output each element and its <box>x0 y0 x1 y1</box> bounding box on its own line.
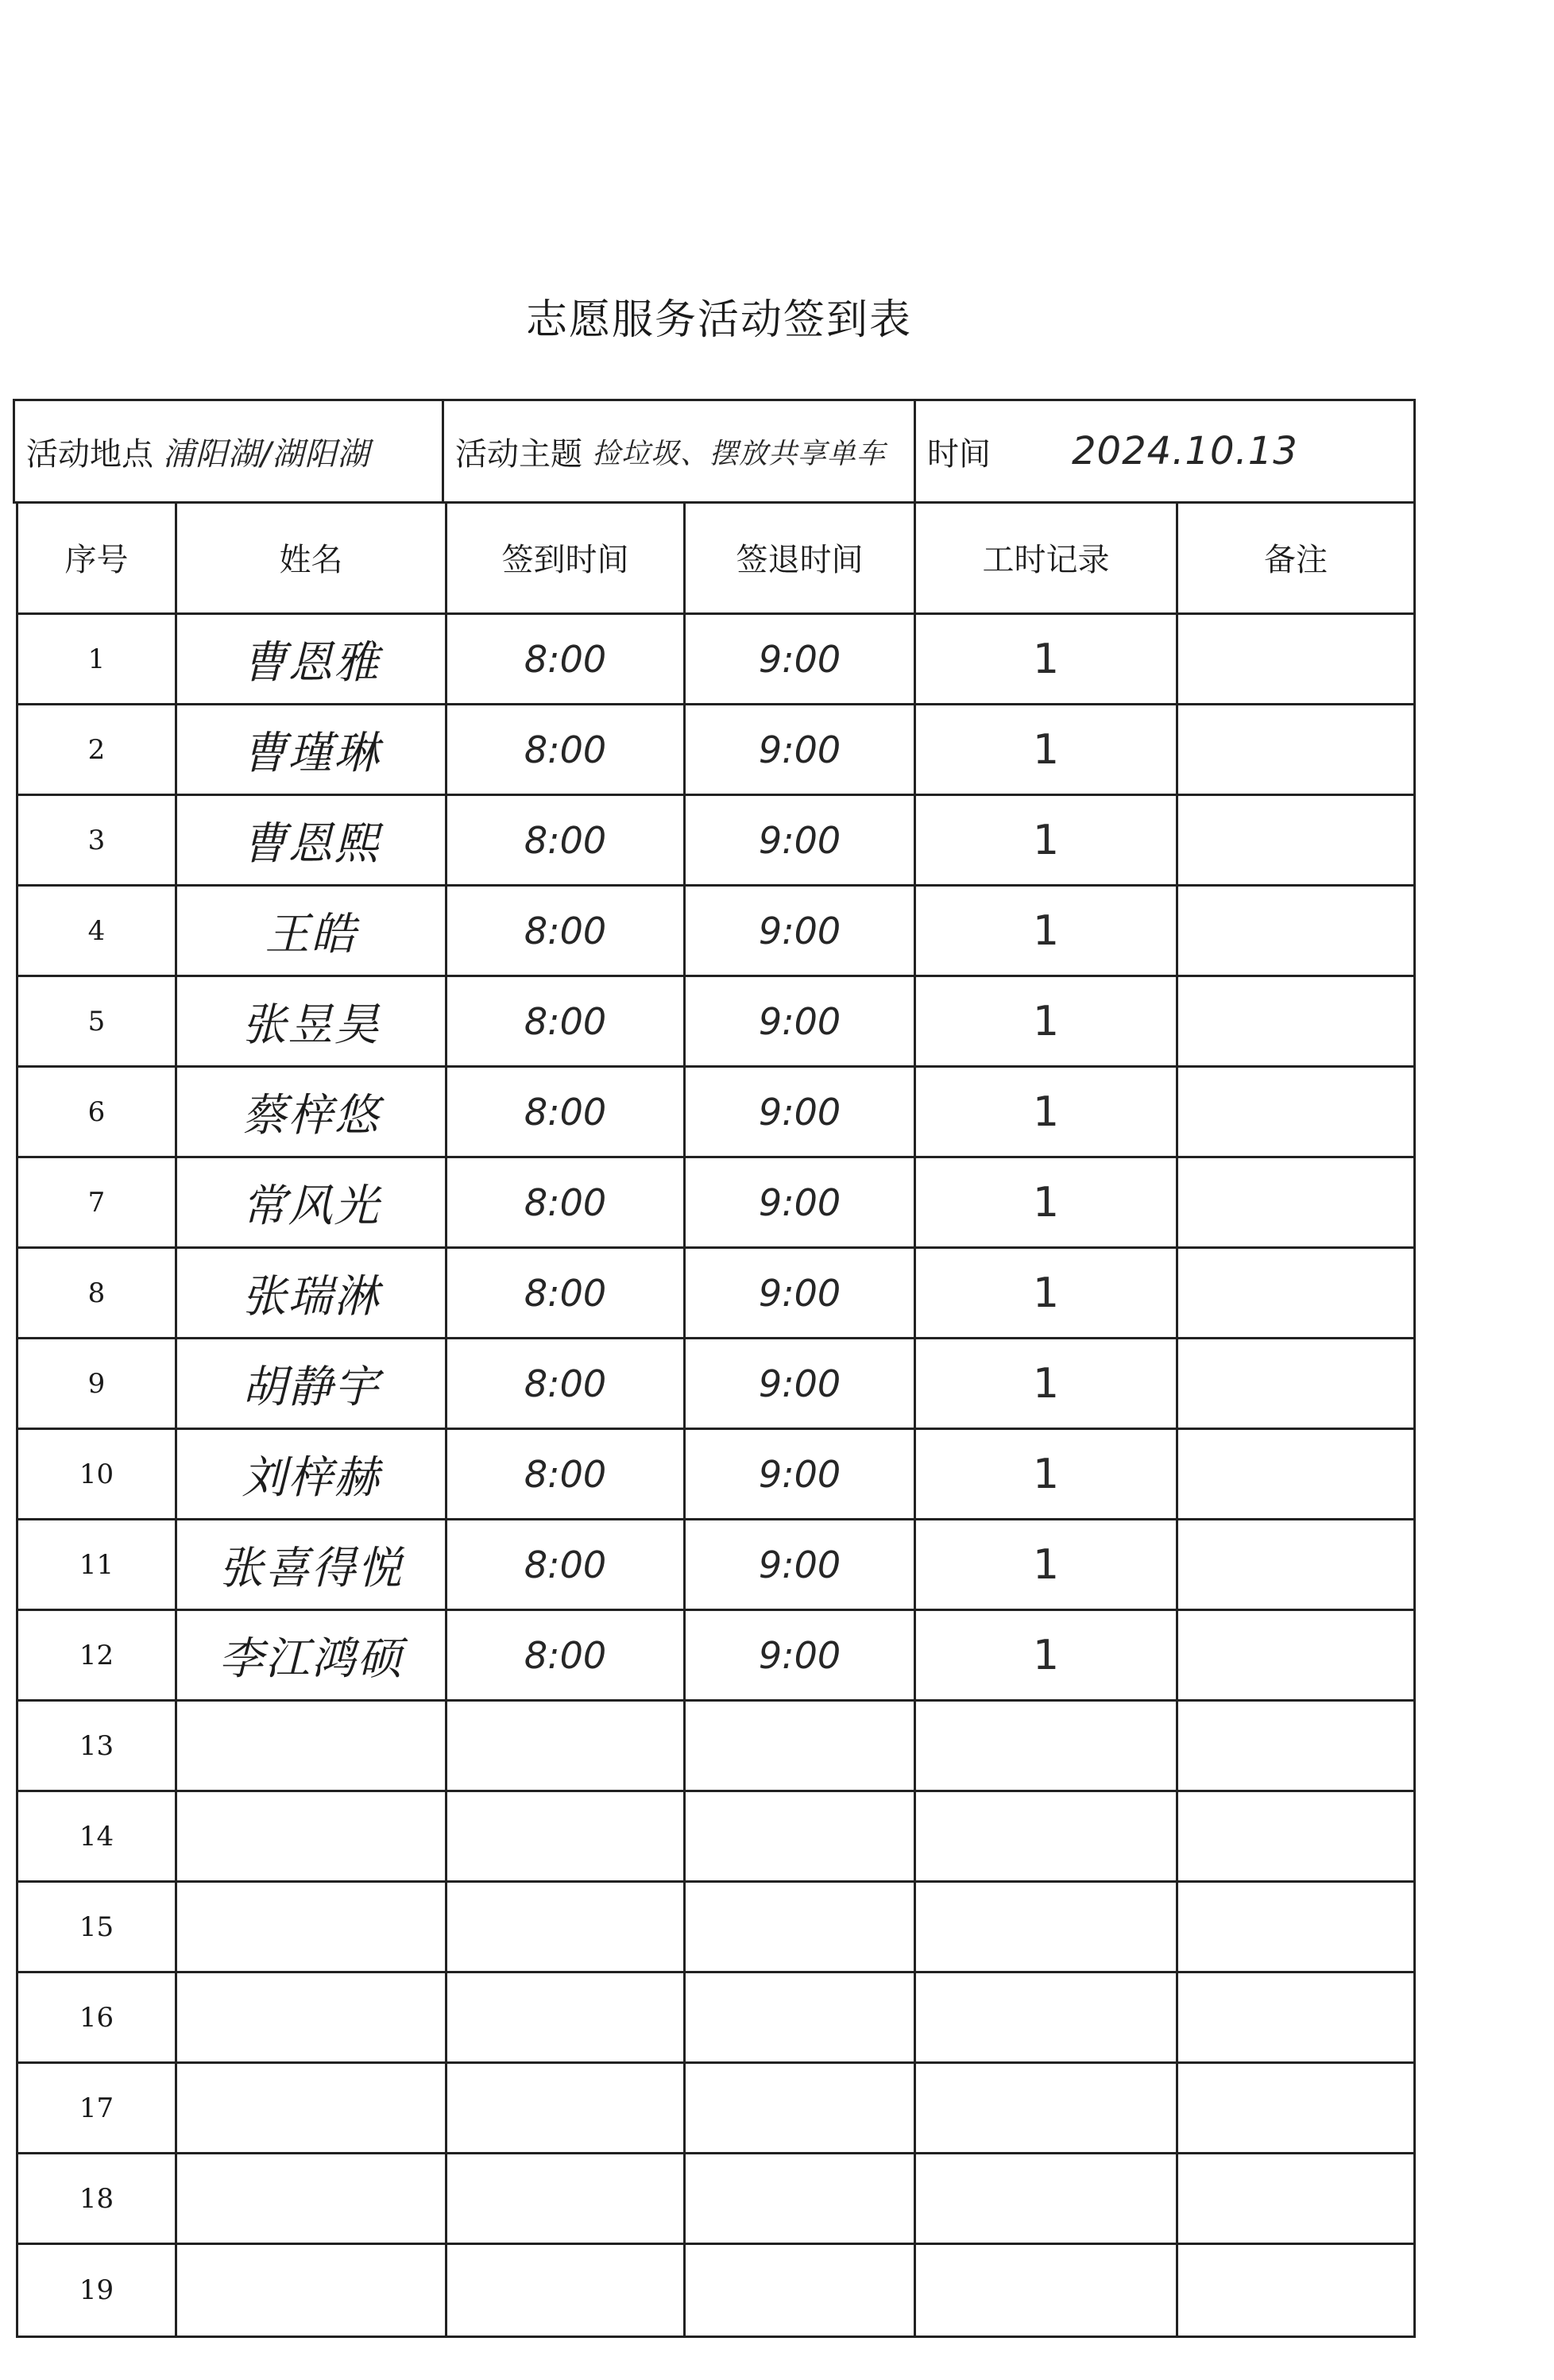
hours-cell: 1 <box>916 1158 1178 1246</box>
row-number: 13 <box>18 1702 177 1790</box>
name-cell: 曹瑾琳 <box>177 705 447 794</box>
row-number: 18 <box>18 2154 177 2243</box>
sign-in-time-cell <box>447 1883 686 1971</box>
name-cell: 胡静宇 <box>177 1339 447 1428</box>
name-cell <box>177 2245 447 2336</box>
row-number: 2 <box>18 705 177 794</box>
hours-cell <box>916 1883 1178 1971</box>
sign-out-time-cell: 9:00 <box>686 1158 916 1246</box>
sign-out-time-cell: 9:00 <box>686 705 916 794</box>
hours-cell: 1 <box>916 705 1178 794</box>
name-cell <box>177 1792 447 1880</box>
sign-in-time-cell <box>447 1792 686 1880</box>
table-row <box>18 1611 1413 1702</box>
row-number: 3 <box>18 796 177 884</box>
column-header-sign-out-time: 签退时间 <box>686 502 916 612</box>
table-row <box>18 1883 1413 1973</box>
row-number: 17 <box>18 2064 177 2152</box>
sign-in-time-cell <box>447 1973 686 2061</box>
sign-in-time-cell: 8:00 <box>447 796 686 884</box>
hours-cell: 1 <box>916 1520 1178 1609</box>
hours-cell <box>916 2064 1178 2152</box>
remarks-cell <box>1178 1068 1413 1156</box>
remarks-cell <box>1178 887 1413 975</box>
table-row <box>18 1158 1413 1249</box>
name-cell <box>177 1973 447 2061</box>
name-cell: 曹恩熙 <box>177 796 447 884</box>
sign-out-time-cell <box>686 1883 916 1971</box>
column-header-sign-in-time: 签到时间 <box>447 502 686 612</box>
remarks-cell <box>1178 1611 1413 1699</box>
sign-in-time-cell <box>447 1702 686 1790</box>
table-row <box>18 1520 1413 1611</box>
row-number: 15 <box>18 1883 177 1971</box>
name-cell: 常风光 <box>177 1158 447 1246</box>
table-row <box>18 796 1413 887</box>
column-header-remarks: 备注 <box>1264 542 1328 578</box>
row-number: 5 <box>18 977 177 1065</box>
column-header-number: 序号 <box>18 502 177 612</box>
row-number: 7 <box>18 1158 177 1246</box>
name-cell <box>177 1702 447 1790</box>
hours-cell: 1 <box>916 887 1178 975</box>
name-cell: 王皓 <box>177 887 447 975</box>
row-number: 1 <box>18 615 177 703</box>
hours-cell <box>916 1973 1178 2061</box>
table-header-row <box>18 502 1413 615</box>
remarks-cell <box>1178 977 1413 1065</box>
hours-cell <box>916 1792 1178 1880</box>
sign-in-time-cell <box>447 2154 686 2243</box>
attendance-table <box>16 502 1416 2338</box>
remarks-cell <box>1178 1883 1413 1971</box>
remarks-cell <box>1178 1973 1413 2061</box>
hours-cell <box>916 2245 1178 2336</box>
table-row <box>18 1702 1413 1792</box>
table-row <box>18 1339 1413 1430</box>
hours-cell: 1 <box>916 1068 1178 1156</box>
name-cell: 张喜得悦 <box>177 1520 447 1609</box>
sign-out-time-cell <box>686 2245 916 2336</box>
remarks-cell <box>1178 1520 1413 1609</box>
name-cell: 张瑞淋 <box>177 1249 447 1337</box>
sign-in-time-cell: 8:00 <box>447 1520 686 1609</box>
sign-out-time-cell <box>686 1973 916 2061</box>
sign-out-time-cell: 9:00 <box>686 1611 916 1699</box>
location-cell <box>15 401 444 501</box>
hours-cell: 1 <box>916 1611 1178 1699</box>
row-number: 8 <box>18 1249 177 1337</box>
row-number: 19 <box>18 2245 177 2336</box>
sign-out-time-cell: 9:00 <box>686 1520 916 1609</box>
sign-out-time-cell: 9:00 <box>686 1339 916 1428</box>
date-value: 2024.10.13 <box>1072 429 1298 473</box>
table-row <box>18 1068 1413 1158</box>
page-title: 志愿服务活动签到表 <box>525 296 912 344</box>
name-cell: 张昱昊 <box>177 977 447 1065</box>
sign-out-time-cell: 9:00 <box>686 977 916 1065</box>
table-row <box>18 2064 1413 2154</box>
date-label: 时间 <box>927 435 991 473</box>
sign-in-time-cell <box>447 2245 686 2336</box>
sign-in-time-cell: 8:00 <box>447 705 686 794</box>
remarks-cell <box>1178 1158 1413 1246</box>
row-number: 11 <box>18 1520 177 1609</box>
table-row <box>18 705 1413 796</box>
sign-out-time-cell: 9:00 <box>686 887 916 975</box>
row-number: 6 <box>18 1068 177 1156</box>
remarks-cell <box>1178 1792 1413 1880</box>
hours-cell <box>916 1702 1178 1790</box>
remarks-cell <box>1178 1339 1413 1428</box>
sign-out-time-cell: 9:00 <box>686 1068 916 1156</box>
sign-out-time-cell: 9:00 <box>686 1249 916 1337</box>
sign-out-time-cell <box>686 2154 916 2243</box>
sign-in-time-cell: 8:00 <box>447 1430 686 1518</box>
sign-in-time-cell: 8:00 <box>447 1339 686 1428</box>
sign-in-time-cell: 8:00 <box>447 1611 686 1699</box>
row-number: 10 <box>18 1430 177 1518</box>
sign-in-time-cell: 8:00 <box>447 615 686 703</box>
name-cell <box>177 1883 447 1971</box>
name-cell <box>177 2154 447 2243</box>
row-number: 4 <box>18 887 177 975</box>
remarks-cell <box>1178 615 1413 703</box>
row-number: 14 <box>18 1792 177 1880</box>
sign-in-time-cell: 8:00 <box>447 1158 686 1246</box>
remarks-cell <box>1178 796 1413 884</box>
remarks-cell <box>1178 705 1413 794</box>
theme-value: 捡垃圾、摆放共享单车 <box>592 437 887 470</box>
location-value: 浦阳湖/湖阳湖 <box>163 435 370 473</box>
hours-cell: 1 <box>916 615 1178 703</box>
remarks-cell <box>1178 1702 1413 1790</box>
table-row <box>18 2154 1413 2245</box>
name-cell: 曹恩雅 <box>177 615 447 703</box>
table-row <box>18 1973 1413 2064</box>
theme-cell <box>444 401 916 501</box>
sign-out-time-cell: 9:00 <box>686 796 916 884</box>
hours-cell: 1 <box>916 1339 1178 1428</box>
name-cell: 蔡梓悠 <box>177 1068 447 1156</box>
column-header-hours-record: 工时记录 <box>916 502 1178 612</box>
sign-out-time-cell <box>686 1702 916 1790</box>
sign-in-time-cell: 8:00 <box>447 977 686 1065</box>
remarks-cell <box>1178 2154 1413 2243</box>
sign-in-time-cell: 8:00 <box>447 1249 686 1337</box>
location-label: 活动地点 <box>26 435 153 473</box>
hours-cell: 1 <box>916 796 1178 884</box>
remarks-cell <box>1178 1430 1413 1518</box>
table-row <box>18 1430 1413 1520</box>
row-number: 16 <box>18 1973 177 2061</box>
remarks-cell <box>1178 2245 1413 2336</box>
name-cell: 李江鸿硕 <box>177 1611 447 1699</box>
sign-out-time-cell <box>686 2064 916 2152</box>
hours-cell <box>916 2154 1178 2243</box>
remarks-cell <box>1178 2064 1413 2152</box>
table-row <box>18 2245 1413 2336</box>
sign-out-time-cell: 9:00 <box>686 1430 916 1518</box>
hours-cell: 1 <box>916 977 1178 1065</box>
hours-cell: 1 <box>916 1430 1178 1518</box>
row-number: 12 <box>18 1611 177 1699</box>
sign-out-time-cell: 9:00 <box>686 615 916 703</box>
sign-in-time-cell: 8:00 <box>447 1068 686 1156</box>
name-cell: 刘梓赫 <box>177 1430 447 1518</box>
table-row <box>18 977 1413 1068</box>
column-header-name: 姓名 <box>177 502 447 612</box>
date-cell <box>916 401 1413 501</box>
theme-label: 活动主题 <box>455 435 582 473</box>
table-row <box>18 1249 1413 1339</box>
sign-in-time-cell <box>447 2064 686 2152</box>
activity-info-header <box>13 399 1416 504</box>
table-row <box>18 615 1413 705</box>
hours-cell: 1 <box>916 1249 1178 1337</box>
table-row <box>18 887 1413 977</box>
remarks-cell <box>1178 1249 1413 1337</box>
sign-out-time-cell <box>686 1792 916 1880</box>
name-cell <box>177 2064 447 2152</box>
sign-in-time-cell: 8:00 <box>447 887 686 975</box>
row-number: 9 <box>18 1339 177 1428</box>
table-row <box>18 1792 1413 1883</box>
